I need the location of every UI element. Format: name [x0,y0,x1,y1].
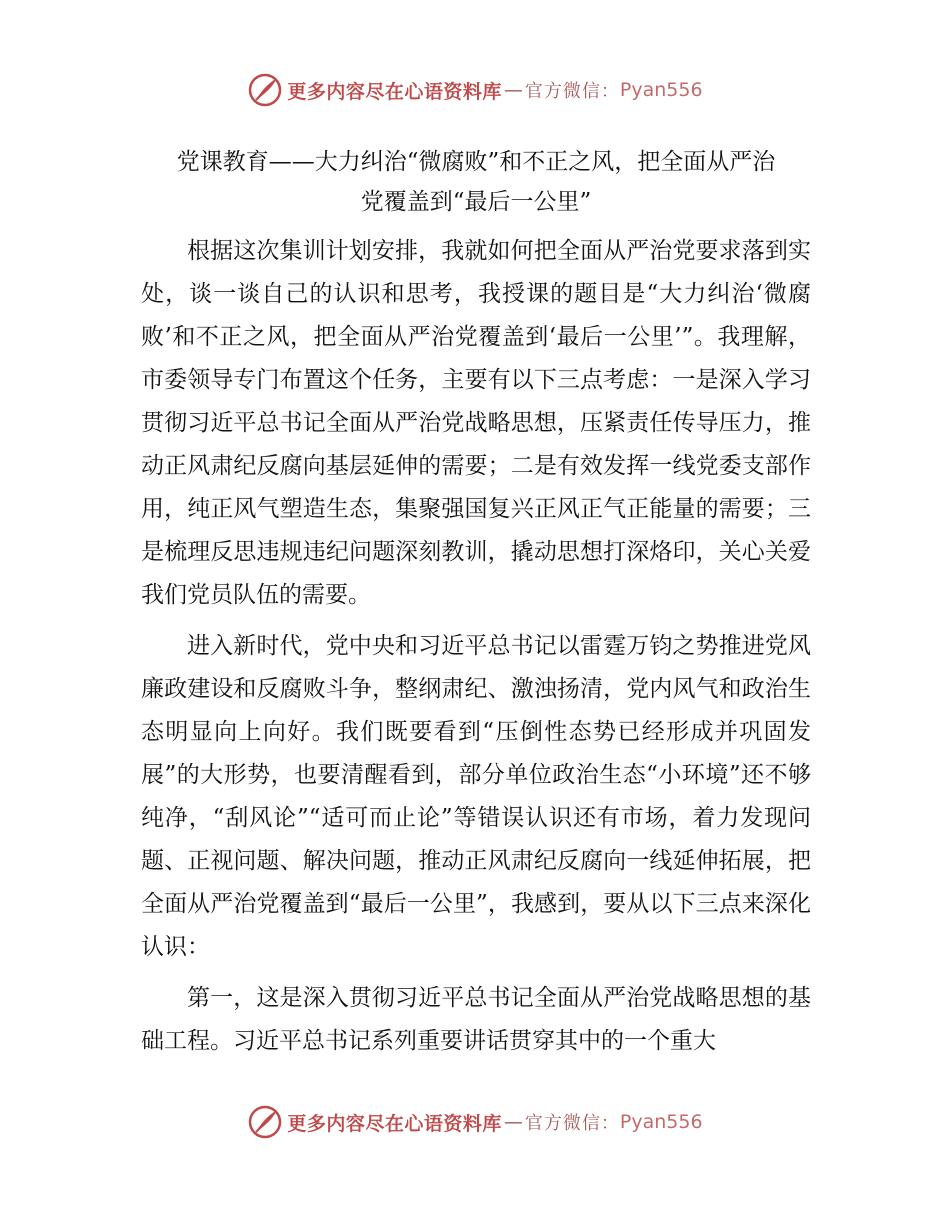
footer-watermark-banner [0,1102,950,1142]
paragraph-2: 进入新时代，党中央和习近平总书记以雷霆万钧之势推进党风廉政建设和反腐败斗争，整纲肃纪、激浊扬清，党内风气和政治生态明显向上向好。我们既要看到“压倒性态势已经形成并巩固发展”的大形势，也要清醒看到，部分单位政治生态“小环境”还不够纯净，“刮风论”“适可而止论”等错误认识还有市场，着力发现问题、正视问题、解决问题，推动正风肃纪反腐向一线延伸拓展，把全面从严治党覆盖到“最后一公里”，我感到，要从以下三点来深化认识： [141,633,811,960]
document-body [141,230,811,1071]
banner-wechat-label: 官方微信： [524,81,620,102]
paragraph-1: 根据这次集训计划安排，我就如何把全面从严治党要求落到实处，谈一谈自己的认识和思考，我授课的题目是“大力纠治‘微腐败’和不正之风，把全面从严治党覆盖到‘最后一公里’”。我理解，市委领导专门布置这个任务，主要有以下三点考虑：一是深入学习贯彻习近平总书记全面从严治党战略思想，压紧责任传导压力，推动正风肃纪反腐向基层延伸的需要；二是有效发挥一线党委支部作用，纯正风气塑造生态，集聚强国复兴正风正气正能量的需要；三是梳理反思违规违纪问题深刻教训，撬动思想打深烙印，关心关爱我们党员队伍的需要。 [141,238,811,608]
banner-dash: — [503,1111,523,1133]
banner-brand-text: 更多内容尽在心语资料库 [287,80,502,103]
paragraph-3: 第一，这是深入贯彻习近平总书记全面从严治党战略思想的基础工程。习近平总书记系列重要讲话贯穿其中的一个重大 [141,985,811,1054]
header-watermark-banner [0,70,950,110]
title-line-2: 党覆盖到“最后一公里” [360,189,592,215]
banner-wechat-id: Pyan556 [619,79,703,101]
document-title [141,142,811,222]
banner-wechat-label: 官方微信： [524,1113,620,1134]
quill-logo-icon [247,1104,283,1140]
banner-brand-text: 更多内容尽在心语资料库 [287,1112,502,1135]
banner-wechat-id: Pyan556 [619,1111,703,1133]
title-line-1: 党课教育——大力纠治“微腐败”和不正之风，把全面从严治 [176,149,776,175]
quill-logo-icon [247,72,283,108]
banner-dash: — [503,79,523,101]
